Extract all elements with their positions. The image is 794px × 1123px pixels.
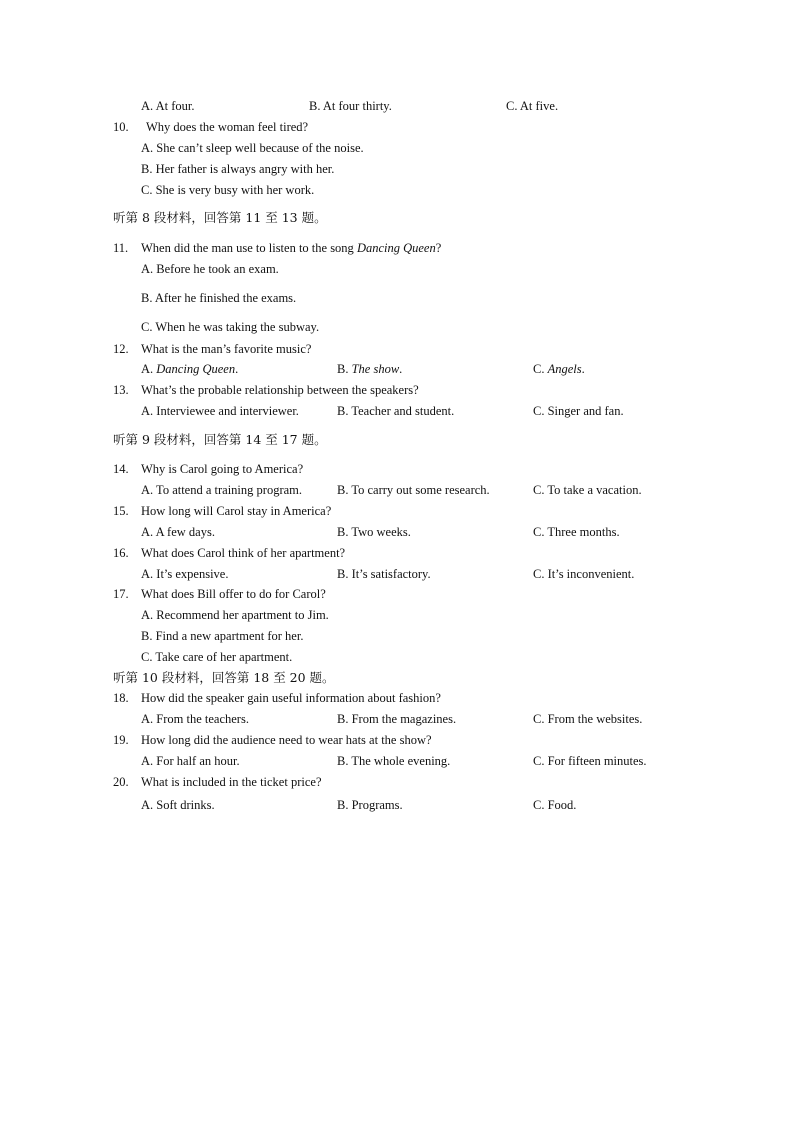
q20-option-b: B. Programs. <box>337 798 403 812</box>
q18-question: How did the speaker gain useful information about fashion? <box>141 691 441 705</box>
q13-number: 13. <box>113 383 129 397</box>
q17-number: 17. <box>113 587 129 601</box>
q14-option-b: B. To carry out some research. <box>337 483 490 497</box>
q10-question: Why does the woman feel tired? <box>146 120 309 134</box>
q17-option-c: C. Take care of her apartment. <box>141 650 293 664</box>
q15-question: How long will Carol stay in America? <box>141 504 332 518</box>
q10-option-c: C. She is very busy with her work. <box>141 183 315 197</box>
q13-option-a: A. Interviewee and interviewer. <box>141 404 299 418</box>
q13-question: What’s the probable relationship between the speakers? <box>141 383 419 397</box>
q13-option-c: C. Singer and fan. <box>533 404 624 418</box>
q11-question: When did the man use to listen to the song Dancing Queen? <box>141 241 442 255</box>
q19-option-a: A. For half an hour. <box>141 754 240 768</box>
q17-option-b: B. Find a new apartment for her. <box>141 629 304 643</box>
q16-number: 16. <box>113 546 129 560</box>
q12-option-b: B. The show. <box>337 362 403 376</box>
q16-option-b: B. It’s satisfactory. <box>337 567 431 581</box>
q16-option-c: C. It’s inconvenient. <box>533 567 635 581</box>
q20-option-c: C. Food. <box>533 798 577 812</box>
q10-option-a: A. She can’t sleep well because of the noise. <box>141 141 364 155</box>
q20-number: 20. <box>113 775 129 789</box>
q15-option-c: C. Three months. <box>533 525 620 539</box>
q10-option-b: B. Her father is always angry with her. <box>141 162 335 176</box>
q11-number: 11. <box>113 241 129 255</box>
q12-option-c: C. Angels. <box>533 362 585 376</box>
q10-number: 10. <box>113 120 129 134</box>
q18-option-b: B. From the magazines. <box>337 712 457 726</box>
q19-option-b: B. The whole evening. <box>337 754 451 768</box>
q12-question: What is the man’s favorite music? <box>141 342 312 356</box>
q16-option-a: A. It’s expensive. <box>141 567 229 581</box>
q17-question: What does Bill offer to do for Carol? <box>141 587 326 601</box>
q14-question: Why is Carol going to America? <box>141 462 304 476</box>
q11-option-a: A. Before he took an exam. <box>141 262 279 276</box>
q19-question: How long did the audience need to wear hats at the show? <box>141 733 432 747</box>
q14-option-a: A. To attend a training program. <box>141 483 303 497</box>
q12-number: 12. <box>113 342 129 356</box>
q20-option-a: A. Soft drinks. <box>141 798 215 812</box>
q9-option-b: B. At four thirty. <box>309 99 392 113</box>
q12-option-a: A. Dancing Queen. <box>141 362 239 376</box>
q19-number: 19. <box>113 733 129 747</box>
section-heading-9: 听第 9 段材料，回答第 14 至 17 题。 <box>113 432 327 447</box>
q18-number: 18. <box>113 691 129 705</box>
q14-option-c: C. To take a vacation. <box>533 483 642 497</box>
q16-question: What does Carol think of her apartment? <box>141 546 346 560</box>
q15-number: 15. <box>113 504 129 518</box>
q9-option-a: A. At four. <box>141 99 195 113</box>
q18-option-c: C. From the websites. <box>533 712 643 726</box>
q14-number: 14. <box>113 462 129 476</box>
q15-option-a: A. A few days. <box>141 525 215 539</box>
q20-question: What is included in the ticket price? <box>141 775 322 789</box>
q17-option-a: A. Recommend her apartment to Jim. <box>141 608 329 622</box>
q11-option-c: C. When he was taking the subway. <box>141 320 320 334</box>
q11-option-b: B. After he finished the exams. <box>141 291 297 305</box>
section-heading-10: 听第 10 段材料，回答第 18 至 20 题。 <box>113 670 335 685</box>
section-heading-8: 听第 8 段材料，回答第 11 至 13 题。 <box>113 210 327 225</box>
q18-option-a: A. From the teachers. <box>141 712 249 726</box>
q15-option-b: B. Two weeks. <box>337 525 411 539</box>
q9-option-c: C. At five. <box>506 99 559 113</box>
q19-option-c: C. For fifteen minutes. <box>533 754 647 768</box>
q13-option-b: B. Teacher and student. <box>337 404 455 418</box>
